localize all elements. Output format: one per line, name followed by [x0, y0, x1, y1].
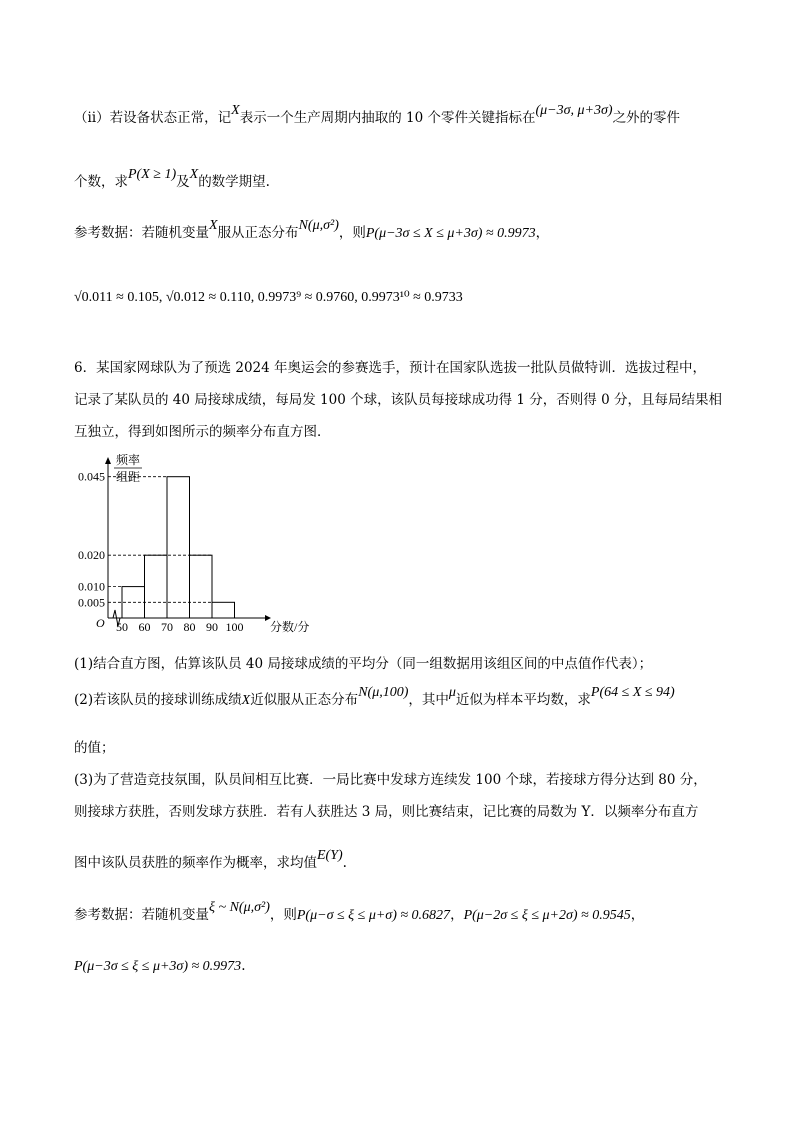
x-tick-label: 80 [183, 620, 196, 634]
x-tick-label: 60 [138, 620, 151, 634]
y-axis-label-bottom: 组距 [115, 470, 141, 484]
ref-data-2-line2 [74, 956, 800, 977]
y-tick-label: 0.005 [78, 595, 105, 610]
frequency-histogram [70, 452, 330, 637]
sub2-mid2: ，其中 [408, 692, 449, 708]
q6-line2: 记录了某队员的 40 局接球成绩，每局发 100 个球，该队员每接球成功得 1 分，否则得 0 分，且每局结果相 [74, 392, 722, 408]
sub3-ey: E(Y) [317, 848, 343, 863]
q5-ii-mid: 表示一个生产周期内抽取的 10 个零件关键指标在 [239, 110, 536, 126]
q5-ii-line2-suffix: 的数学期望. [198, 174, 270, 190]
ref2-p2: P(μ−2σ ≤ ξ ≤ μ+2σ) ≈ 0.9545 [463, 908, 631, 923]
y-tick-label: 0.010 [78, 579, 105, 594]
sub2-prob: P(64 ≤ X ≤ 94) [590, 685, 675, 700]
histogram-bar [167, 477, 190, 618]
q6-sub2-line1 [74, 685, 800, 711]
sub3-end: . [342, 855, 347, 871]
y-tick-label: 0.020 [78, 548, 105, 563]
ref1-var-x: X [209, 218, 218, 233]
q5-ii-line2 [74, 167, 800, 193]
q5-ii-suffix: 之外的零件 [612, 110, 681, 126]
ref2-p3: P(μ−3σ ≤ ξ ≤ μ+3σ) ≈ 0.9973 [74, 959, 242, 974]
interval-expr: (μ−3σ, μ+3σ) [535, 103, 613, 118]
origin-label: O [96, 616, 105, 630]
q6-sub3-line3 [74, 848, 800, 874]
x-tick-label: 70 [161, 620, 173, 634]
sub3-prefix: 图中该队员获胜的频率作为概率，求均值 [74, 855, 317, 871]
ref2-sep: ，则 [269, 907, 297, 923]
histogram-bar [190, 555, 213, 618]
ref1-dist: N(μ,σ²) [298, 218, 339, 233]
q6-line3: 互独立，得到如图所示的频率分布直方图． [74, 424, 331, 440]
ref1-prefix: 参考数据：若随机变量 [74, 225, 209, 241]
sub2-mid1: 近似服从正态分布 [250, 692, 359, 708]
x-tick-label: 50 [116, 620, 128, 634]
q6-sub3-line1: (3)为了营造竞技氛围，队员间相互比赛．一局比赛中发球方连续发 100 个球，若接球方得分达到 80 分， [74, 772, 707, 788]
histogram-bar [145, 555, 168, 618]
ref1-mid: 服从正态分布 [217, 225, 299, 241]
ref2-dist: ξ ~ N(μ,σ²) [209, 900, 270, 915]
q5-ii-line2-prefix: 个数，求 [74, 174, 128, 190]
sub2-dist: N(μ,100) [358, 685, 409, 700]
q5-ii-prefix: （ⅱ）若设备状态正常，记 [74, 110, 232, 126]
ref2-comma2: ， [630, 907, 645, 923]
prob-expr: P(X ≥ 1) [128, 167, 177, 182]
ref1-sep: ，则 [338, 225, 366, 241]
histogram-bar [212, 602, 235, 618]
sub2-prefix: (2)若该队员的接球训练成绩 [74, 692, 242, 708]
y-axis-label-top: 频率 [115, 453, 141, 467]
ref2-prefix: 参考数据：若随机变量 [74, 907, 209, 923]
ref2-end: . [241, 958, 246, 974]
q6-sub3-line2: 则接球方获胜，否则发球方获胜．若有人获胜达 3 局，则比赛结束，记比赛的局数为 Y．以频率分布直方 [74, 804, 699, 820]
q6-sub2-line2: 的值； [74, 740, 115, 756]
x-axis-label: 分数/分 [270, 620, 310, 634]
q5-ii-line2-mid: 及 [176, 174, 190, 190]
q5-ii-line1 [74, 103, 800, 129]
x-tick-label: 100 [225, 620, 244, 634]
sub2-var: X [241, 693, 251, 708]
ref-data-1-line2: √0.011 ≈ 0.105, √0.012 ≈ 0.110, 0.9973⁹ ≈ 0.9760, 0.9973¹⁰ ≈ 0.9733 [74, 290, 463, 305]
ref1-end: ， [535, 225, 550, 241]
q6-sub1: (1)结合直方图，估算该队员 40 局接球成绩的平均分（同一组数据用该组区间的中点值作代表）； [74, 656, 653, 672]
var-x: X [231, 103, 240, 118]
sub2-mu: μ [448, 685, 456, 700]
ref-data-2-line1 [74, 900, 800, 926]
x-tick-label: 90 [206, 620, 218, 634]
ref2-p1: P(μ−σ ≤ ξ ≤ μ+σ) ≈ 0.6827 [296, 908, 451, 923]
y-axis-arrow [105, 457, 111, 464]
ref1-formula: P(μ−3σ ≤ X ≤ μ+3σ) ≈ 0.9973 [365, 226, 536, 241]
sub2-mid3: 近似为样本平均数，求 [455, 692, 591, 708]
ref2-comma1: ， [450, 907, 464, 923]
y-tick-label: 0.045 [78, 469, 105, 484]
ref-data-1-line1 [74, 218, 800, 244]
var-x-2: X [189, 167, 199, 182]
q6-line1: 6．某国家网球队为了预选 2024 年奥运会的参赛选手，预计在国家队选拔一批队员做特训．选拔过程中， [74, 360, 707, 376]
